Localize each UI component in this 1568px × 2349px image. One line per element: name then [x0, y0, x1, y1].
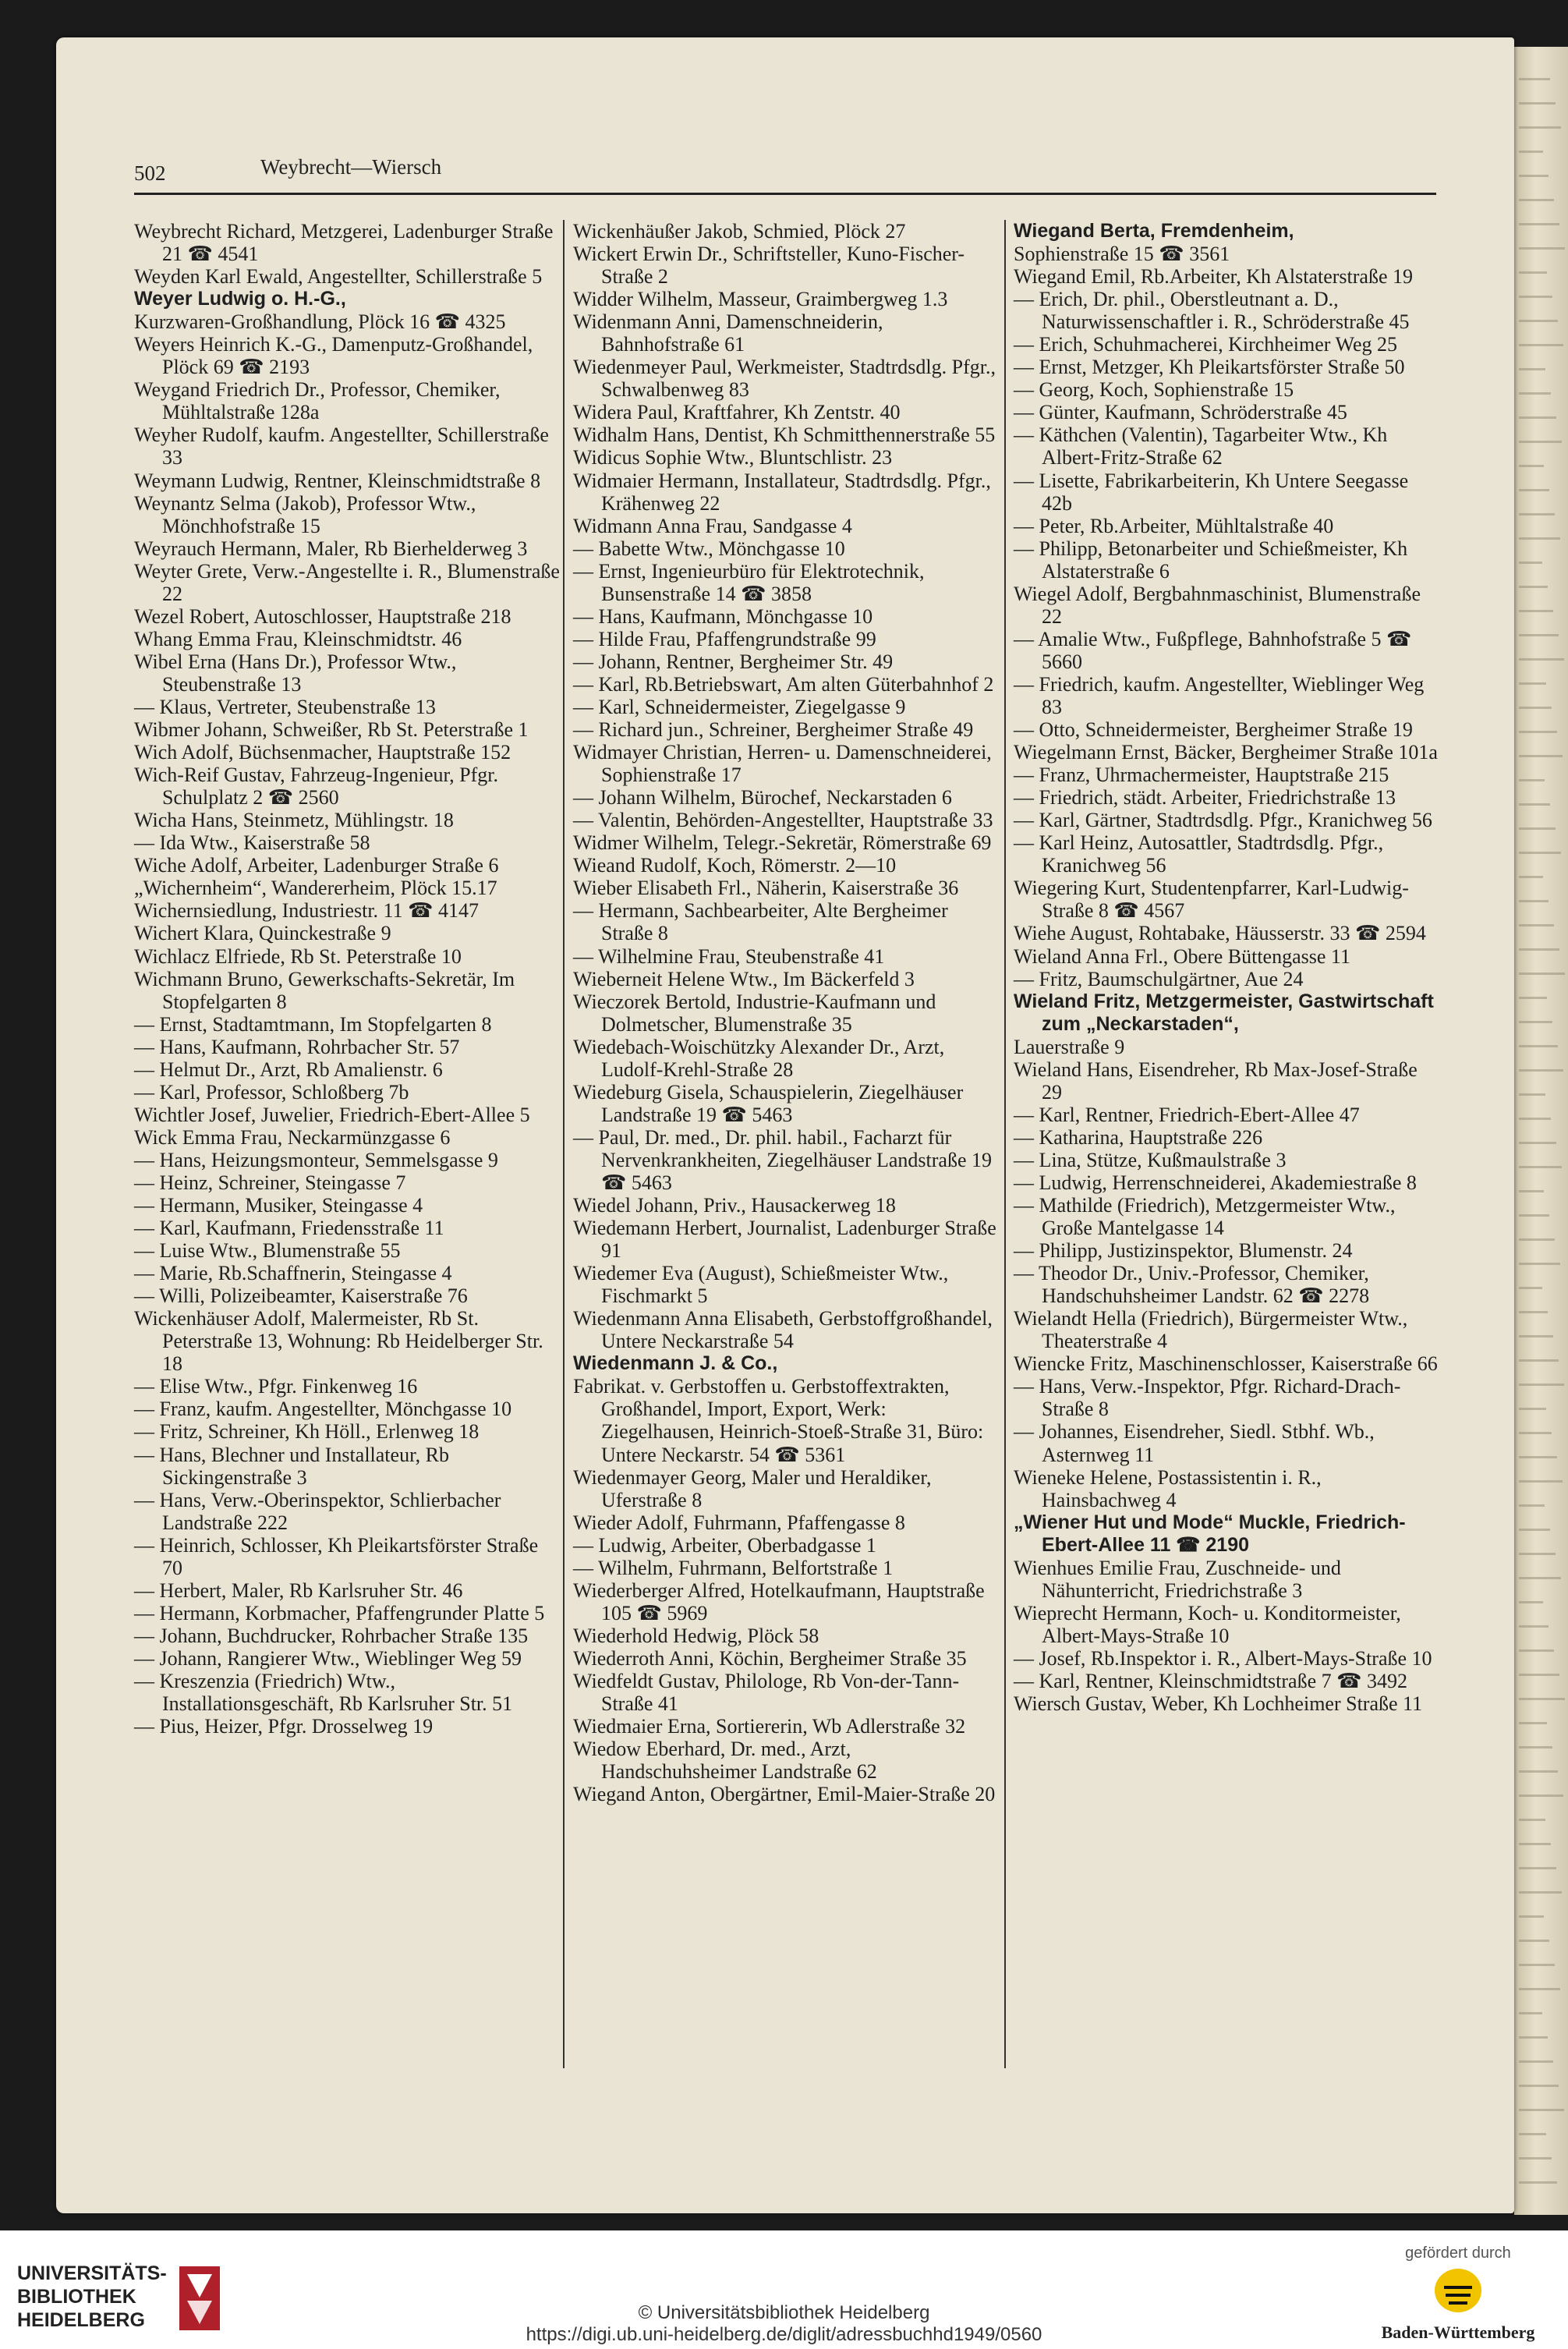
bleed-through-line: [1519, 852, 1561, 854]
bleed-through-line: [1519, 1214, 1549, 1217]
directory-entry: — Pius, Heizer, Pfgr. Drosselweg 19: [134, 1715, 434, 1738]
adjacent-page-edge: [1514, 47, 1568, 2215]
directory-entry: Wick Emma Frau, Neckarmünzgasse 6: [134, 1125, 451, 1149]
directory-entry: — Willi, Polizeibeamter, Kaiserstraße 76: [134, 1284, 468, 1308]
directory-entry: — Ludwig, Arbeiter, Oberbadgasse 1: [573, 1533, 876, 1557]
bleed-through-line: [1519, 803, 1550, 806]
bleed-through-line: [1519, 1408, 1546, 1410]
directory-entry: — Hans, Kaufmann, Rohrbacher Str. 57: [134, 1035, 460, 1058]
directory-entry: — Richard jun., Schreiner, Bergheimer Straße 49: [573, 718, 974, 742]
bleed-through-line: [1519, 151, 1543, 153]
bleed-through-line: [1519, 779, 1545, 781]
bleed-through-line: [1519, 1263, 1560, 1265]
directory-entry: Wieprecht Hermann, Koch- u. Konditormeister, Albert-Mays-Straße 10: [1014, 1601, 1401, 1647]
bleed-through-line: [1519, 924, 1554, 926]
bleed-through-line: [1519, 1359, 1559, 1362]
copyright-text: © Universitätsbibliothek Heidelberg: [638, 2302, 930, 2323]
directory-entry: Weyers Heinrich K.-G., Damenputz-Großhandel, Plöck 69 ☎ 2193: [134, 333, 533, 379]
page-title: Weybrecht—Wiersch: [260, 155, 442, 179]
bleed-through-line: [1519, 2109, 1564, 2111]
directory-entry: — Hermann, Musiker, Steingasse 4: [134, 1194, 423, 1217]
bleed-through-line: [1519, 1456, 1557, 1458]
footer-bar: [0, 2230, 1568, 2349]
directory-entry: Wickert Erwin Dr., Schriftsteller, Kuno-Fischer-Straße 2: [573, 243, 965, 289]
directory-entry: Wichmann Bruno, Gewerkschafts-Sekretär, Im Stopfelgarten 8: [134, 967, 515, 1013]
bleed-through-line: [1519, 973, 1565, 975]
directory-entry: Weygand Friedrich Dr., Professor, Chemiker, Mühltalstraße 128a: [134, 378, 501, 424]
directory-entry: — Johannes, Eisendreher, Siedl. Stbhf. Wb., Asternweg 11: [1014, 1420, 1375, 1466]
bleed-through-line: [1519, 562, 1542, 564]
bleed-through-line: [1519, 2012, 1542, 2014]
directory-entry: — Käthchen (Valentin), Tagarbeiter Wtw., Kh Albert-Fritz-Straße 62: [1014, 423, 1388, 469]
directory-entry: — Paul, Dr. med., Dr. phil. habil., Facharzt für Nervenkrankheiten, Ziegelhäuser Landstraße 19 ☎ 5463: [573, 1125, 993, 1194]
directory-entry: Wiedel Johann, Priv., Hausackerweg 18: [573, 1194, 896, 1217]
directory-entry: — Johann, Buchdrucker, Rohrbacher Straße 135: [134, 1624, 529, 1647]
directory-entry: — Karl, Gärtner, Stadtrdsdlg. Pfgr., Kranichweg 56: [1014, 809, 1432, 832]
directory-entry: Widmer Wilhelm, Telegr.-Sekretär, Römerstraße 69: [573, 831, 992, 855]
directory-entry: — Karl, Professor, Schloßberg 7b: [134, 1080, 409, 1104]
directory-entry: Wichert Klara, Quinckestraße 9: [134, 922, 391, 945]
directory-entry: Wiedenmann Anna Elisabeth, Gerbstoffgroßhandel, Untere Neckarstraße 54: [573, 1307, 993, 1353]
bleed-through-line: [1519, 2157, 1552, 2159]
directory-entry: — Philipp, Betonarbeiter und Schießmeister, Kh Alstaterstraße 6: [1014, 537, 1408, 583]
directory-entry: Wielandt Hella (Friedrich), Bürgermeister Wtw., Theaterstraße 4: [1014, 1307, 1408, 1353]
directory-entry: Weyher Rudolf, kaufm. Angestellter, Schillerstraße 33: [134, 423, 549, 469]
bleed-through-line: [1519, 707, 1552, 709]
bleed-through-line: [1519, 610, 1553, 612]
bleed-through-line: [1519, 1577, 1561, 1579]
bleed-through-line: [1519, 368, 1545, 370]
directory-entry: Wieland Anna Frl., Obere Büttengasse 11: [1014, 944, 1350, 968]
bleed-through-line: [1519, 223, 1559, 225]
directory-entry: Wiersch Gustav, Weber, Kh Lochheimer Straße 11: [1014, 1692, 1423, 1716]
directory-entry: Wieberneit Helene Wtw., Im Bäckerfeld 3: [573, 967, 915, 990]
bleed-through-line: [1519, 1601, 1543, 1603]
directory-entry: — Lina, Stütze, Kußmaulstraße 3: [1014, 1148, 1287, 1171]
directory-entry: — Katharina, Hauptstraße 226: [1014, 1125, 1263, 1149]
bleed-through-line: [1519, 1432, 1552, 1434]
directory-entry: — Valentin, Behörden-Angestellter, Hauptstraße 33: [573, 809, 993, 832]
directory-entry: Wiedenmann J. & Co.,: [573, 1352, 778, 1375]
directory-entry: Wiedenmayer Georg, Maler und Heraldiker, Uferstraße 8: [573, 1465, 932, 1511]
directory-entry: — Ida Wtw., Kaiserstraße 58: [134, 831, 370, 855]
directory-entry: Wezel Robert, Autoschlosser, Hauptstraße 218: [134, 604, 511, 628]
directory-entry: — Helmut Dr., Arzt, Rb Amalienstr. 6: [134, 1058, 443, 1081]
directory-entry: — Hermann, Sachbearbeiter, Alte Bergheimer Straße 8: [573, 899, 948, 945]
directory-entry: — Herbert, Maler, Rb Karlsruher Str. 46: [134, 1578, 463, 1602]
directory-entry: Weyter Grete, Verw.-Angestellte i. R., Blumenstraße 22: [134, 559, 560, 605]
directory-entry: Wiegand Berta, Fremdenheim,: [1014, 220, 1294, 242]
source-url[interactable]: https://digi.ub.uni-heidelberg.de/diglit/adressbuchhd1949/0560: [526, 2324, 1042, 2345]
directory-entry: — Karl, Rb.Betriebswart, Am alten Güterbahnhof 2: [573, 672, 994, 696]
bleed-through-line: [1519, 1553, 1556, 1555]
sponsor-state: Baden-Württemberg: [1381, 2322, 1535, 2342]
bleed-through-line: [1519, 320, 1558, 322]
directory-entry: Wiegand Emil, Rb.Arbeiter, Kh Alstaterstraße 19: [1014, 265, 1414, 289]
bleed-through-line: [1519, 1698, 1565, 1700]
library-name-line2: BIBLIOTHEK: [17, 2286, 136, 2308]
bleed-through-line: [1519, 1335, 1553, 1337]
bleed-through-line: [1519, 948, 1559, 951]
directory-entry: Wiedebach-Woischützky Alexander Dr., Arzt, Ludolf-Krehl-Straße 28: [573, 1035, 945, 1081]
directory-entry: — Fritz, Schreiner, Kh Höll., Erlenweg 18: [134, 1420, 480, 1444]
directory-entry: — Marie, Rb.Schaffnerin, Steingasse 4: [134, 1262, 452, 1285]
directory-entry: Widmayer Christian, Herren- u. Damenschneiderei, Sophienstraße 17: [573, 741, 992, 787]
directory-entry: Wiedfeldt Gustav, Philologe, Rb Von-der-Tann-Straße 41: [573, 1670, 960, 1716]
page-header: [134, 152, 1031, 191]
bleed-through-line: [1519, 513, 1555, 516]
directory-entry: Wich Adolf, Büchsenmacher, Hauptstraße 152: [134, 741, 511, 764]
directory-entry: „Wichernheim“, Wandererheim, Plöck 15.17: [134, 877, 497, 900]
directory-entry: Wicha Hans, Steinmetz, Mühlingstr. 18: [134, 809, 454, 832]
directory-entry: — Karl, Rentner, Friedrich-Ebert-Allee 47: [1014, 1103, 1360, 1126]
directory-entry: — Philipp, Justizinspektor, Blumenstr. 24: [1014, 1239, 1353, 1263]
bleed-through-line: [1519, 755, 1563, 757]
directory-entry: — Franz, kaufm. Angestellter, Mönchgasse 10: [134, 1398, 512, 1421]
bleed-through-line: [1519, 1746, 1552, 1748]
bleed-through-line: [1519, 1770, 1558, 1773]
directory-entry: Sophienstraße 15 ☎ 3561: [1014, 243, 1230, 266]
directory-entry: — Karl Heinz, Autosattler, Stadtrdsdlg. Pfgr., Kranichweg 56: [1014, 831, 1384, 877]
directory-column-1: [134, 220, 561, 2060]
directory-entry: — Luise Wtw., Blumenstraße 55: [134, 1239, 401, 1263]
bleed-through-line: [1519, 1722, 1547, 1724]
bleed-through-line: [1519, 1915, 1544, 1918]
directory-entry: Wiederberger Alfred, Hotelkaufmann, Hauptstraße 105 ☎ 5969: [573, 1578, 985, 1624]
bleed-through-line: [1519, 1093, 1545, 1096]
directory-entry: — Friedrich, städt. Arbeiter, Friedrichstraße 13: [1014, 786, 1396, 810]
directory-entry: Widenmann Anni, Damenschneiderin, Bahnhofstraße 61: [573, 310, 883, 356]
directory-entry: — Fritz, Baumschulgärtner, Aue 24: [1014, 967, 1304, 990]
directory-entry: Widder Wilhelm, Masseur, Graimbergweg 1.3: [573, 288, 948, 311]
directory-entry: Wienhues Emilie Frau, Zuschneide- und Nähunterricht, Friedrichstraße 3: [1014, 1556, 1341, 1602]
directory-entry: Wieber Elisabeth Frl., Näherin, Kaiserstraße 36: [573, 877, 959, 900]
bleed-through-line: [1519, 1964, 1555, 1966]
bleed-through-line: [1519, 2060, 1553, 2063]
directory-entry: — Franz, Uhrmachermeister, Hauptstraße 215: [1014, 764, 1389, 787]
directory-column-3: [1014, 220, 1441, 2060]
directory-entry: Wiederhold Hedwig, Plöck 58: [573, 1624, 819, 1647]
bleed-through-line: [1519, 1940, 1549, 1942]
bleed-through-line: [1519, 682, 1546, 685]
directory-entry: Wiedemer Eva (August), Schießmeister Wtw., Fischmarkt 5: [573, 1262, 949, 1308]
bleed-through-line: [1519, 1480, 1563, 1483]
directory-entry: — Hans, Heizungsmonteur, Semmelsgasse 9: [134, 1148, 498, 1171]
directory-entry: — Amalie Wtw., Fußpflege, Bahnhofstraße 5 ☎ 5660: [1014, 627, 1412, 673]
directory-entry: Wibel Erna (Hans Dr.), Professor Wtw., Steubenstraße 13: [134, 650, 457, 696]
bleed-through-line: [1519, 1384, 1564, 1386]
directory-entry: Weybrecht Richard, Metzgerei, Ladenburger Straße 21 ☎ 4541: [134, 220, 554, 266]
directory-entry: — Josef, Rb.Inspektor i. R., Albert-Mays-Straße 10: [1014, 1646, 1432, 1670]
bleed-through-line: [1519, 1190, 1544, 1192]
directory-entry: Wieczorek Bertold, Industrie-Kaufmann und Dolmetscher, Blumenstraße 35: [573, 990, 936, 1036]
directory-entry: — Ernst, Stadtamtmann, Im Stopfelgarten 8: [134, 1012, 492, 1036]
directory-entry: Wieland Hans, Eisendreher, Rb Max-Josef-Straße 29: [1014, 1058, 1418, 1104]
bleed-through-line: [1519, 586, 1548, 588]
directory-entry: Wibmer Johann, Schweißer, Rb St. Peterstraße 1: [134, 718, 529, 742]
directory-entry: Wieneke Helene, Postassistentin i. R., Hainsbachweg 4: [1014, 1465, 1322, 1511]
page-number: 502: [134, 161, 166, 185]
bleed-through-line: [1519, 489, 1549, 491]
bleed-through-line: [1519, 658, 1564, 661]
directory-entry: — Johann, Rangierer Wtw., Wieblinger Weg 59: [134, 1646, 522, 1670]
bleed-through-line: [1519, 247, 1565, 250]
sponsor-label: gefördert durch: [1405, 2244, 1511, 2262]
bleed-through-line: [1519, 827, 1556, 830]
bleed-through-line: [1519, 78, 1550, 80]
directory-entry: Wiedmaier Erna, Sortiererin, Wb Adlerstraße 32: [573, 1715, 966, 1738]
directory-entry: Lauerstraße 9: [1014, 1035, 1125, 1058]
directory-entry: — Kreszenzia (Friedrich) Wtw., Installationsgeschäft, Rb Karlsruher Str. 51: [134, 1670, 513, 1716]
bleed-through-line: [1519, 416, 1556, 419]
directory-entry: Widera Paul, Kraftfahrer, Kh Zentstr. 40: [573, 401, 901, 424]
directory-entry: — Elise Wtw., Pfgr. Finkenweg 16: [134, 1375, 418, 1398]
bleed-through-line: [1519, 1867, 1556, 1869]
bleed-through-line: [1519, 465, 1544, 467]
column-divider: [563, 220, 565, 2068]
library-name-line1: UNIVERSITÄTS-: [17, 2262, 167, 2284]
bleed-through-line: [1519, 102, 1556, 105]
directory-entry: — Karl, Schneidermeister, Ziegelgasse 9: [573, 695, 906, 718]
bleed-through-line: [1519, 900, 1549, 902]
directory-entry: Wiedeburg Gisela, Schauspielerin, Ziegelhäuser Landstraße 19 ☎ 5463: [573, 1080, 964, 1126]
directory-entry: Wiedemann Herbert, Journalist, Ladenburger Straße 91: [573, 1217, 996, 1263]
directory-entry: Wiederroth Anni, Köchin, Bergheimer Straße 35: [573, 1646, 967, 1670]
bleed-through-line: [1519, 1504, 1545, 1507]
bleed-through-line: [1519, 1045, 1558, 1047]
directory-entry: — Friedrich, kaufm. Angestellter, Wieblinger Weg 83: [1014, 672, 1425, 718]
directory-entry: — Wilhelmine Frau, Steubenstraße 41: [573, 944, 885, 968]
directory-entry: Whang Emma Frau, Kleinschmidtstr. 46: [134, 627, 462, 650]
bleed-through-line: [1519, 2036, 1548, 2039]
bleed-through-line: [1519, 199, 1554, 201]
directory-entry: — Klaus, Vertreter, Steubenstraße 13: [134, 695, 436, 718]
directory-entry: Wiegelmann Ernst, Bäcker, Bergheimer Straße 101a: [1014, 741, 1438, 764]
bleed-through-line: [1519, 1021, 1552, 1023]
directory-entry: — Hans, Verw.-Oberinspektor, Schlierbacher Landstraße 222: [134, 1488, 501, 1534]
directory-entry: — Ludwig, Herrenschneiderei, Akademiestraße 8: [1014, 1171, 1417, 1194]
bleed-through-line: [1519, 537, 1560, 540]
directory-entry: — Georg, Koch, Sophienstraße 15: [1014, 378, 1294, 402]
bleed-through-line: [1519, 296, 1552, 298]
bleed-through-line: [1519, 1988, 1560, 1990]
bleed-through-line: [1519, 1287, 1542, 1289]
bleed-through-line: [1519, 126, 1561, 129]
sponsor-block: [1357, 2244, 1559, 2346]
bleed-through-line: [1519, 1142, 1556, 1144]
bleed-through-line: [1519, 1674, 1559, 1676]
directory-entry: Kurzwaren-Großhandlung, Plöck 16 ☎ 4325: [134, 310, 506, 334]
directory-entry: — Johann Wilhelm, Bürochef, Neckarstaden 6: [573, 786, 952, 810]
directory-entry: — Ernst, Metzger, Kh Pleikartsförster Straße 50: [1014, 356, 1405, 379]
directory-entry: — Babette Wtw., Mönchgasse 10: [573, 537, 845, 560]
directory-entry: Wiedenmeyer Paul, Werkmeister, Stadtrdsdlg. Pfgr., Schwalbenweg 83: [573, 356, 996, 402]
bleed-through-line: [1519, 392, 1551, 395]
directory-entry: Wichernsiedlung, Industriestr. 11 ☎ 4147: [134, 899, 479, 923]
directory-entry: — Ernst, Ingenieurbüro für Elektrotechnik, Bunsenstraße 14 ☎ 3858: [573, 559, 925, 605]
directory-entry: — Hans, Blechner und Installateur, Rb Sickingenstraße 3: [134, 1443, 450, 1489]
directory-entry: Wickenhäuser Adolf, Malermeister, Rb St. Peterstraße 13, Wohnung: Rb Heidelberger Str. 18: [134, 1307, 543, 1376]
directory-entry: Wich-Reif Gustav, Fahrzeug-Ingenieur, Pfgr. Schulplatz 2 ☎ 2560: [134, 764, 498, 810]
library-name-line3: HEIDELBERG: [17, 2309, 145, 2331]
bleed-through-line: [1519, 344, 1563, 346]
directory-entry: Wieder Adolf, Fuhrmann, Pfaffengasse 8: [573, 1511, 905, 1534]
directory-entry: Wieand Rudolf, Koch, Römerstr. 2—10: [573, 854, 897, 877]
directory-entry: Wiche Adolf, Arbeiter, Ladenburger Straße 6: [134, 854, 499, 877]
directory-entry: — Heinrich, Schlosser, Kh Pleikartsförster Straße 70: [134, 1533, 539, 1579]
directory-entry: Weymann Ludwig, Rentner, Kleinschmidtstraße 8: [134, 469, 541, 492]
state-coat-of-arms-icon: [1433, 2266, 1483, 2315]
directory-entry: Wiegering Kurt, Studentenpfarrer, Karl-Ludwig-Straße 8 ☎ 4567: [1014, 877, 1409, 923]
directory-entry: — Karl, Kaufmann, Friedensstraße 11: [134, 1217, 444, 1240]
bleed-through-line: [1519, 2181, 1557, 2184]
directory-entry: — Hermann, Korbmacher, Pfaffengrunder Platte 5: [134, 1601, 545, 1624]
directory-entry: „Wiener Hut und Mode“ Muckle, Friedrich-Ebert-Allee 11 ☎ 2190: [1014, 1511, 1406, 1556]
directory-entry: Weyer Ludwig o. H.-G.,: [134, 288, 346, 310]
directory-entry: Wickenhäußer Jakob, Schmied, Plöck 27: [573, 220, 906, 243]
directory-entry: Weynantz Selma (Jakob), Professor Wtw., Mönchhofstraße 15: [134, 491, 476, 537]
directory-entry: — Lisette, Fabrikarbeiterin, Kh Untere Seegasse 42b: [1014, 469, 1409, 515]
directory-entry: — Erich, Dr. phil., Oberstleutnant a. D., Naturwissenschaftler i. R., Schröderstraße 45: [1014, 288, 1410, 334]
directory-entry: — Hans, Kaufmann, Mönchgasse 10: [573, 604, 873, 628]
directory-entry: — Otto, Schneidermeister, Bergheimer Straße 19: [1014, 718, 1413, 742]
bleed-through-line: [1519, 1649, 1554, 1652]
bleed-through-line: [1519, 1069, 1563, 1072]
bleed-through-line: [1519, 997, 1547, 999]
directory-entry: Wiegand Anton, Obergärtner, Emil-Maier-Straße 20: [573, 1783, 996, 1806]
column-divider: [1004, 220, 1006, 2068]
bleed-through-line: [1519, 175, 1549, 177]
bleed-through-line: [1519, 441, 1562, 443]
directory-entry: — Theodor Dr., Univ.-Professor, Chemiker, Handschuhsheimer Landstr. 62 ☎ 2278: [1014, 1262, 1370, 1308]
directory-entry: — Mathilde (Friedrich), Metzgermeister Wtw., Große Mantelgasse 14: [1014, 1194, 1396, 1240]
bleed-through-line: [1519, 1795, 1563, 1797]
bleed-through-line: [1519, 271, 1547, 274]
directory-entry: Wiedow Eberhard, Dr. med., Arzt, Handschuhsheimer Landstraße 62: [573, 1738, 877, 1784]
bleed-through-line: [1519, 2133, 1546, 2135]
directory-entry: — Erich, Schuhmacherei, Kirchheimer Weg 25: [1014, 333, 1397, 356]
directory-entry: Fabrikat. v. Gerbstoffen u. Gerbstoffextrakten, Großhandel, Import, Export, Werk: Ziegelhausen, Heinrich-Stoeß-Straße 31, Büro: Untere Neckarstr. 54 ☎ 5361: [573, 1375, 984, 1466]
directory-entry: — Hans, Verw.-Inspektor, Pfgr. Richard-Drach-Straße 8: [1014, 1375, 1401, 1421]
bleed-through-line: [1519, 1118, 1551, 1120]
bleed-through-line: [1519, 1625, 1549, 1628]
directory-entry: Weyrauch Hermann, Maler, Rb Bierhelderweg 3: [134, 537, 528, 560]
directory-entry: — Johann, Rentner, Bergheimer Str. 49: [573, 650, 894, 673]
bleed-through-line: [1519, 1166, 1562, 1168]
bleed-through-line: [1519, 2085, 1559, 2087]
bleed-through-line: [1519, 1819, 1545, 1821]
directory-entry: Wiencke Fritz, Maschinenschlosser, Kaiserstraße 66: [1014, 1352, 1438, 1376]
header-rule: [134, 193, 1436, 195]
directory-entry: — Heinz, Schreiner, Steingasse 7: [134, 1171, 406, 1194]
directory-entry: Wiegel Adolf, Bergbahnmaschinist, Blumenstraße 22: [1014, 582, 1421, 628]
directory-entry: Wichtler Josef, Juwelier, Friedrich-Ebert-Allee 5: [134, 1103, 530, 1126]
directory-entry: — Peter, Rb.Arbeiter, Mühltalstraße 40: [1014, 514, 1334, 537]
directory-entry: Wichlacz Elfriede, Rb St. Peterstraße 10: [134, 944, 462, 968]
bleed-through-line: [1519, 1238, 1555, 1241]
directory-entry: Widhalm Hans, Dentist, Kh Schmitthennerstraße 55: [573, 423, 996, 447]
directory-entry: Wieland Fritz, Metzgermeister, Gastwirtschaft zum „Neckarstaden“,: [1014, 990, 1434, 1035]
bleed-through-line: [1519, 731, 1557, 733]
directory-entry: — Hilde Frau, Pfaffengrundstraße 99: [573, 627, 876, 650]
bleed-through-line: [1519, 1891, 1562, 1894]
directory-entry: Widmaier Hermann, Installateur, Stadtrdsdlg. Pfgr., Krähenweg 22: [573, 469, 991, 515]
directory-entry: — Karl, Rentner, Kleinschmidtstraße 7 ☎ 3492: [1014, 1670, 1408, 1692]
directory-entry: Widmann Anna Frau, Sandgasse 4: [573, 514, 852, 537]
directory-entry: Weyden Karl Ewald, Angestellter, Schillerstraße 5: [134, 265, 543, 289]
bleed-through-line: [1519, 1311, 1548, 1313]
bleed-through-line: [1519, 1529, 1550, 1531]
directory-column-2: [573, 220, 998, 2060]
bleed-through-line: [1519, 876, 1543, 878]
bleed-through-line: [1519, 1843, 1551, 1845]
directory-entry: Wiehe August, Rohtabake, Häusserstr. 33 ☎ 2594: [1014, 922, 1426, 945]
bleed-through-line: [1519, 634, 1559, 636]
directory-entry: Widicus Sophie Wtw., Bluntschlistr. 23: [573, 446, 893, 469]
directory-entry: — Wilhelm, Fuhrmann, Belfortstraße 1: [573, 1556, 894, 1579]
directory-entry: — Günter, Kaufmann, Schröderstraße 45: [1014, 401, 1347, 424]
